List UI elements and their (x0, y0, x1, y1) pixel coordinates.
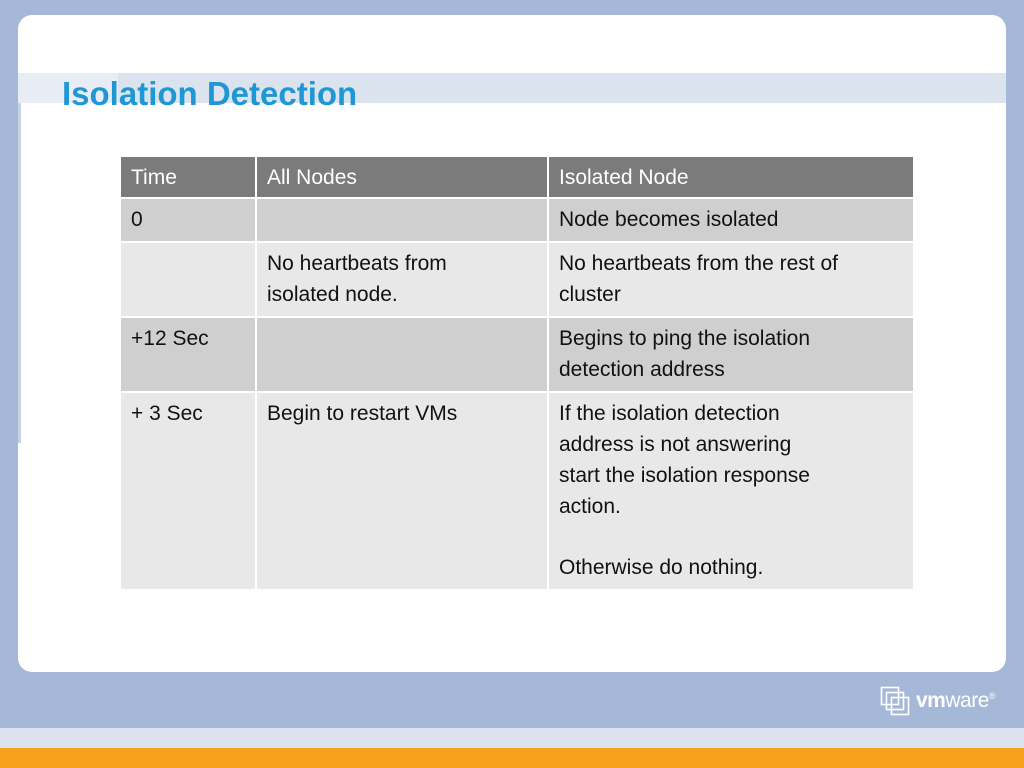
cell-text-line: Begin to restart VMs (267, 402, 458, 425)
cell-blank-line (559, 522, 903, 552)
slide-title: Isolation Detection (62, 75, 358, 112)
cell-isolated-node (548, 317, 914, 392)
cell-all-nodes (256, 198, 548, 242)
cell-time: + 3 Sec (120, 392, 256, 590)
cell-isolated-node (548, 392, 914, 590)
header-isolated-node: Isolated Node (548, 156, 914, 198)
cell-isolated-node (548, 198, 914, 242)
cell-text-line: Begins to ping the isolation (559, 327, 811, 350)
table-header-row (120, 156, 914, 198)
cell-text-line: cluster (559, 283, 621, 306)
cell-all-nodes (256, 392, 548, 590)
vmware-registered-mark: ® (988, 691, 996, 701)
cell-all-nodes (256, 317, 548, 392)
cell-text-line: action. (559, 495, 621, 518)
cell-time: +12 Sec (120, 317, 256, 392)
cell-all-nodes (256, 242, 548, 317)
cell-time (120, 242, 256, 317)
bottom-strip-light (0, 728, 1024, 748)
cell-text-line: Otherwise do nothing. (559, 556, 764, 579)
table-row (120, 198, 914, 242)
cell-text-line: No heartbeats from (267, 252, 447, 275)
table-row (120, 392, 914, 590)
table-row (120, 242, 914, 317)
cell-text-line: No heartbeats from the rest of (559, 252, 838, 275)
header-all-nodes: All Nodes (256, 156, 548, 198)
cell-isolated-node (548, 242, 914, 317)
bottom-strip-orange (0, 748, 1024, 768)
vmware-logo-icon (880, 686, 910, 716)
table-row (120, 317, 914, 392)
cell-text-line: Node becomes isolated (559, 208, 779, 231)
vmware-logo-text-bold: vm (916, 689, 946, 712)
vmware-logo-text (916, 689, 995, 713)
vmware-logo (880, 686, 995, 716)
header-time: Time (120, 156, 256, 198)
cell-time: 0 (120, 198, 256, 242)
cell-text-line: address is not answering (559, 433, 792, 456)
cell-text-line: isolated node. (267, 283, 398, 306)
vmware-logo-text-rest: ware (945, 689, 989, 712)
cell-text-line: detection address (559, 358, 725, 381)
cell-text-line: start the isolation response (559, 464, 810, 487)
cell-text-line: If the isolation detection (559, 402, 780, 425)
isolation-table (119, 155, 915, 591)
left-rule (18, 103, 21, 443)
